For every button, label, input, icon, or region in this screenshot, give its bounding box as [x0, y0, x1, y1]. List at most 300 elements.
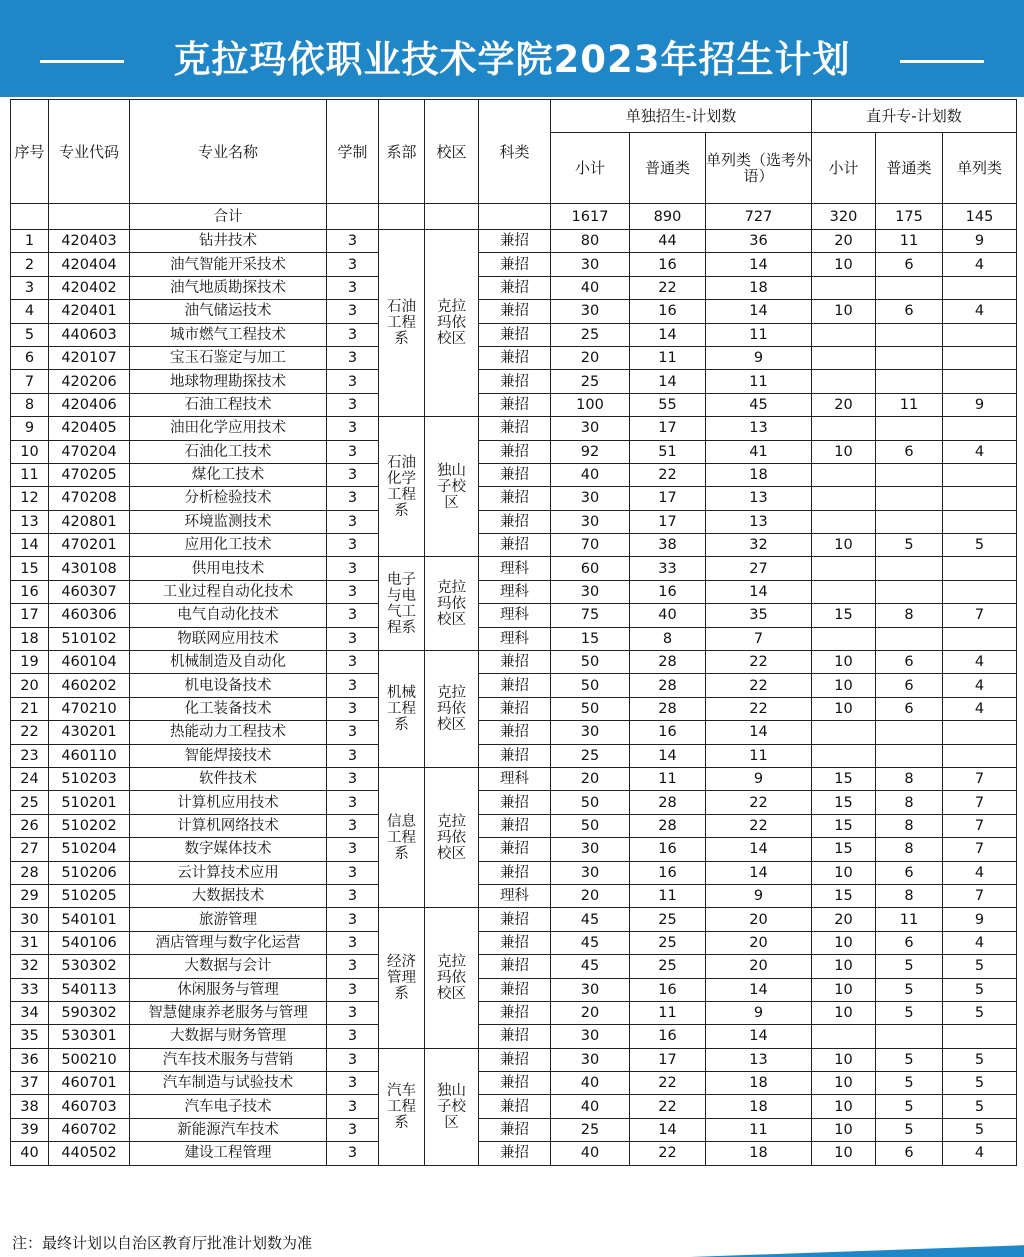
header-direct-regular: 普通类 [876, 133, 943, 204]
cell-d-list: 7 [943, 838, 1017, 861]
cell-category: 兼招 [479, 346, 551, 369]
table-row [11, 300, 1017, 323]
cell-code: 540106 [49, 931, 130, 954]
cell-d-reg: 5 [876, 1095, 943, 1118]
cell-category: 理科 [479, 884, 551, 907]
cell-d-sub: 10 [812, 674, 876, 697]
cell-s-reg: 16 [630, 861, 706, 884]
cell-d-list [943, 744, 1017, 767]
table-row [11, 580, 1017, 603]
cell-s-reg: 14 [630, 1118, 706, 1141]
cell-d-list: 5 [943, 1095, 1017, 1118]
header-dept: 系部 [379, 100, 425, 204]
cell-d-reg: 6 [876, 440, 943, 463]
table-row [11, 978, 1017, 1001]
table-row [11, 955, 1017, 978]
campus-cell: 克拉 玛依 校区 [425, 651, 479, 768]
cell-s-list: 32 [706, 534, 812, 557]
cell-category: 兼招 [479, 1048, 551, 1071]
cell-seq: 3 [11, 276, 49, 299]
cell-seq: 32 [11, 955, 49, 978]
table-row [11, 1142, 1017, 1165]
cell-name: 供用电技术 [130, 557, 327, 580]
table-row [11, 884, 1017, 907]
cell-s-sub: 25 [551, 370, 630, 393]
cell-duration: 3 [327, 838, 379, 861]
cell-name: 城市燃气工程技术 [130, 323, 327, 346]
cell-duration: 3 [327, 791, 379, 814]
cell-d-list: 9 [943, 230, 1017, 253]
cell-s-reg: 17 [630, 1048, 706, 1071]
cell-d-reg: 5 [876, 955, 943, 978]
cell-category: 兼招 [479, 1142, 551, 1165]
cell-s-sub: 20 [551, 884, 630, 907]
table-row [11, 1095, 1017, 1118]
table-row [11, 370, 1017, 393]
cell-s-list: 11 [706, 1118, 812, 1141]
cell-seq: 16 [11, 580, 49, 603]
dept-cell: 电子 与电 气工 程系 [379, 557, 425, 651]
cell-seq: 12 [11, 487, 49, 510]
table-row [11, 557, 1017, 580]
cell-code: 420406 [49, 393, 130, 416]
cell-name: 地球物理勘探技术 [130, 370, 327, 393]
cell-code: 460104 [49, 651, 130, 674]
cell-name: 旅游管理 [130, 908, 327, 931]
cell-s-sub: 40 [551, 1142, 630, 1165]
cell-duration: 3 [327, 253, 379, 276]
cell-d-sub [812, 276, 876, 299]
cell-d-sub: 10 [812, 440, 876, 463]
cell-d-sub: 10 [812, 300, 876, 323]
cell-d-sub [812, 721, 876, 744]
cell-s-list: 14 [706, 300, 812, 323]
table-row [11, 1001, 1017, 1024]
cell-d-list: 5 [943, 1118, 1017, 1141]
cell-s-reg: 25 [630, 931, 706, 954]
cell-s-reg: 16 [630, 253, 706, 276]
cell-d-list: 7 [943, 884, 1017, 907]
cell-duration: 3 [327, 627, 379, 650]
cell-s-reg: 22 [630, 1142, 706, 1165]
cell-name: 汽车技术服务与营销 [130, 1048, 327, 1071]
cell-d-list: 5 [943, 1001, 1017, 1024]
cell-category: 兼招 [479, 814, 551, 837]
cell-category: 兼招 [479, 1025, 551, 1048]
cell-s-sub: 50 [551, 814, 630, 837]
cell-d-list: 7 [943, 814, 1017, 837]
cell-code: 460307 [49, 580, 130, 603]
cell-name: 计算机网络技术 [130, 814, 327, 837]
cell-duration: 3 [327, 1048, 379, 1071]
cell-s-list: 18 [706, 276, 812, 299]
cell-s-reg: 14 [630, 323, 706, 346]
cell-s-reg: 17 [630, 510, 706, 533]
cell-duration: 3 [327, 487, 379, 510]
cell-d-reg [876, 627, 943, 650]
cell-category: 兼招 [479, 1072, 551, 1095]
cell-category: 兼招 [479, 487, 551, 510]
total-empty [425, 204, 479, 230]
table-row [11, 440, 1017, 463]
cell-d-reg: 6 [876, 931, 943, 954]
cell-d-reg: 5 [876, 534, 943, 557]
cell-duration: 3 [327, 1025, 379, 1048]
cell-d-reg [876, 510, 943, 533]
cell-seq: 22 [11, 721, 49, 744]
cell-seq: 33 [11, 978, 49, 1001]
cell-category: 理科 [479, 767, 551, 790]
cell-code: 420801 [49, 510, 130, 533]
cell-code: 420404 [49, 253, 130, 276]
cell-d-reg [876, 1025, 943, 1048]
cell-s-sub: 100 [551, 393, 630, 416]
header-seq: 序号 [11, 100, 49, 204]
header-duration: 学制 [327, 100, 379, 204]
cell-duration: 3 [327, 510, 379, 533]
dept-cell: 石油 化学 工程 系 [379, 417, 425, 557]
campus-cell: 克拉 玛依 校区 [425, 557, 479, 651]
cell-d-sub: 10 [812, 955, 876, 978]
cell-d-list [943, 721, 1017, 744]
cell-code: 510201 [49, 791, 130, 814]
cell-code: 540101 [49, 908, 130, 931]
table-row [11, 1072, 1017, 1095]
cell-name: 工业过程自动化技术 [130, 580, 327, 603]
cell-s-list: 22 [706, 674, 812, 697]
cell-category: 兼招 [479, 393, 551, 416]
cell-seq: 1 [11, 230, 49, 253]
cell-d-sub: 10 [812, 1072, 876, 1095]
cell-category: 兼招 [479, 370, 551, 393]
cell-s-list: 14 [706, 861, 812, 884]
cell-name: 应用化工技术 [130, 534, 327, 557]
cell-d-reg [876, 370, 943, 393]
total-label: 合计 [130, 204, 327, 230]
cell-s-reg: 16 [630, 300, 706, 323]
cell-duration: 3 [327, 955, 379, 978]
cell-d-reg: 6 [876, 651, 943, 674]
cell-s-sub: 30 [551, 253, 630, 276]
cell-name: 油田化学应用技术 [130, 417, 327, 440]
cell-duration: 3 [327, 557, 379, 580]
cell-name: 建设工程管理 [130, 1142, 327, 1165]
cell-d-reg: 8 [876, 814, 943, 837]
cell-d-list [943, 557, 1017, 580]
cell-d-reg: 5 [876, 978, 943, 1001]
cell-d-sub: 10 [812, 861, 876, 884]
cell-d-reg [876, 346, 943, 369]
cell-s-sub: 30 [551, 978, 630, 1001]
cell-seq: 23 [11, 744, 49, 767]
cell-code: 460701 [49, 1072, 130, 1095]
cell-category: 兼招 [479, 230, 551, 253]
cell-d-list [943, 510, 1017, 533]
cell-s-sub: 30 [551, 861, 630, 884]
cell-code: 420405 [49, 417, 130, 440]
cell-category: 兼招 [479, 534, 551, 557]
cell-d-list [943, 487, 1017, 510]
cell-category: 兼招 [479, 1095, 551, 1118]
cell-category: 兼招 [479, 323, 551, 346]
cell-code: 470204 [49, 440, 130, 463]
cell-d-list: 4 [943, 300, 1017, 323]
cell-d-list: 5 [943, 1072, 1017, 1095]
cell-d-list: 4 [943, 861, 1017, 884]
cell-s-sub: 30 [551, 1048, 630, 1071]
cell-d-sub [812, 417, 876, 440]
cell-duration: 3 [327, 884, 379, 907]
cell-duration: 3 [327, 814, 379, 837]
cell-seq: 36 [11, 1048, 49, 1071]
cell-s-list: 18 [706, 1095, 812, 1118]
cell-d-reg: 8 [876, 838, 943, 861]
cell-name: 机电设备技术 [130, 674, 327, 697]
cell-category: 兼招 [479, 463, 551, 486]
cell-s-sub: 45 [551, 931, 630, 954]
cell-s-reg: 11 [630, 884, 706, 907]
table-row [11, 651, 1017, 674]
cell-d-reg: 6 [876, 1142, 943, 1165]
table-row [11, 908, 1017, 931]
cell-d-list [943, 370, 1017, 393]
cell-s-reg: 22 [630, 276, 706, 299]
cell-s-reg: 17 [630, 487, 706, 510]
cell-d-sub: 10 [812, 534, 876, 557]
cell-category: 理科 [479, 580, 551, 603]
cell-s-reg: 25 [630, 955, 706, 978]
cell-s-sub: 40 [551, 463, 630, 486]
cell-category: 兼招 [479, 651, 551, 674]
cell-s-reg: 16 [630, 1025, 706, 1048]
cell-s-list: 9 [706, 884, 812, 907]
cell-s-list: 11 [706, 370, 812, 393]
cell-code: 510202 [49, 814, 130, 837]
cell-code: 510203 [49, 767, 130, 790]
cell-s-sub: 45 [551, 955, 630, 978]
cell-seq: 5 [11, 323, 49, 346]
cell-s-reg: 8 [630, 627, 706, 650]
cell-code: 590302 [49, 1001, 130, 1024]
cell-d-sub: 15 [812, 791, 876, 814]
dept-cell: 石油 工程 系 [379, 230, 425, 417]
cell-s-reg: 28 [630, 791, 706, 814]
cell-name: 机械制造及自动化 [130, 651, 327, 674]
cell-code: 460110 [49, 744, 130, 767]
cell-duration: 3 [327, 721, 379, 744]
header-single-subtotal: 小计 [551, 133, 630, 204]
cell-name: 计算机应用技术 [130, 791, 327, 814]
cell-s-list: 22 [706, 791, 812, 814]
cell-duration: 3 [327, 651, 379, 674]
cell-seq: 38 [11, 1095, 49, 1118]
cell-name: 大数据与财务管理 [130, 1025, 327, 1048]
header-single-list: 单列类（选考外语） [706, 133, 812, 204]
cell-duration: 3 [327, 978, 379, 1001]
total-direct-regular: 175 [876, 204, 943, 230]
cell-category: 兼招 [479, 300, 551, 323]
cell-name: 酒店管理与数字化运营 [130, 931, 327, 954]
cell-s-sub: 30 [551, 300, 630, 323]
cell-duration: 3 [327, 417, 379, 440]
cell-seq: 19 [11, 651, 49, 674]
header-campus: 校区 [425, 100, 479, 204]
cell-seq: 2 [11, 253, 49, 276]
cell-seq: 31 [11, 931, 49, 954]
header-direct-subtotal: 小计 [812, 133, 876, 204]
banner-decor-line-right [900, 60, 984, 63]
cell-d-sub: 10 [812, 697, 876, 720]
cell-s-sub: 25 [551, 1118, 630, 1141]
cell-code: 510102 [49, 627, 130, 650]
cell-s-list: 22 [706, 697, 812, 720]
cell-duration: 3 [327, 580, 379, 603]
total-direct-subtotal: 320 [812, 204, 876, 230]
cell-s-reg: 22 [630, 463, 706, 486]
cell-s-sub: 40 [551, 1072, 630, 1095]
cell-seq: 39 [11, 1118, 49, 1141]
cell-seq: 21 [11, 697, 49, 720]
enrollment-plan-table [10, 99, 1017, 1166]
table-row [11, 393, 1017, 416]
cell-name: 大数据与会计 [130, 955, 327, 978]
cell-seq: 11 [11, 463, 49, 486]
cell-s-reg: 11 [630, 346, 706, 369]
cell-d-sub [812, 370, 876, 393]
cell-s-reg: 17 [630, 417, 706, 440]
cell-d-sub: 10 [812, 1048, 876, 1071]
campus-cell: 克拉 玛依 校区 [425, 767, 479, 907]
cell-d-sub [812, 510, 876, 533]
table-row [11, 744, 1017, 767]
cell-d-list [943, 627, 1017, 650]
cell-seq: 9 [11, 417, 49, 440]
cell-s-reg: 16 [630, 978, 706, 1001]
cell-category: 兼招 [479, 931, 551, 954]
cell-name: 智慧健康养老服务与管理 [130, 1001, 327, 1024]
cell-s-list: 9 [706, 346, 812, 369]
table-row [11, 463, 1017, 486]
total-empty [479, 204, 551, 230]
cell-s-list: 9 [706, 1001, 812, 1024]
title-banner [0, 0, 1024, 97]
cell-d-reg [876, 721, 943, 744]
total-empty [379, 204, 425, 230]
cell-s-reg: 11 [630, 767, 706, 790]
cell-category: 兼招 [479, 908, 551, 931]
cell-s-list: 11 [706, 744, 812, 767]
table-row [11, 1025, 1017, 1048]
dept-cell: 汽车 工程 系 [379, 1048, 425, 1165]
cell-s-list: 18 [706, 463, 812, 486]
cell-seq: 34 [11, 1001, 49, 1024]
cell-s-sub: 30 [551, 580, 630, 603]
cell-name: 云计算技术应用 [130, 861, 327, 884]
cell-d-reg [876, 463, 943, 486]
cell-code: 420402 [49, 276, 130, 299]
cell-code: 510206 [49, 861, 130, 884]
cell-category: 兼招 [479, 440, 551, 463]
cell-d-list: 4 [943, 1142, 1017, 1165]
dept-cell: 信息 工程 系 [379, 767, 425, 907]
cell-s-list: 20 [706, 931, 812, 954]
cell-s-list: 13 [706, 1048, 812, 1071]
dept-cell: 经济 管理 系 [379, 908, 425, 1048]
cell-s-reg: 28 [630, 674, 706, 697]
cell-s-sub: 40 [551, 276, 630, 299]
campus-cell: 独山 子校 区 [425, 1048, 479, 1165]
cell-s-sub: 50 [551, 674, 630, 697]
cell-s-reg: 11 [630, 1001, 706, 1024]
cell-d-sub [812, 463, 876, 486]
cell-d-reg: 8 [876, 791, 943, 814]
cell-s-list: 18 [706, 1072, 812, 1095]
cell-d-reg [876, 744, 943, 767]
cell-seq: 10 [11, 440, 49, 463]
table-row [11, 767, 1017, 790]
table-row [11, 346, 1017, 369]
cell-d-list: 9 [943, 393, 1017, 416]
cell-code: 510204 [49, 838, 130, 861]
total-empty [49, 204, 130, 230]
cell-d-reg [876, 557, 943, 580]
cell-s-sub: 50 [551, 791, 630, 814]
cell-s-reg: 28 [630, 814, 706, 837]
cell-duration: 3 [327, 674, 379, 697]
cell-s-reg: 44 [630, 230, 706, 253]
cell-d-list [943, 346, 1017, 369]
cell-category: 兼招 [479, 1001, 551, 1024]
cell-s-reg: 38 [630, 534, 706, 557]
cell-s-sub: 25 [551, 744, 630, 767]
table-row [11, 1048, 1017, 1071]
page-title: 克拉玛依职业技术学院2023年招生计划 [173, 38, 851, 81]
cell-duration: 3 [327, 300, 379, 323]
table-row [11, 1118, 1017, 1141]
cell-d-sub: 10 [812, 978, 876, 1001]
header-single-enrollment: 单独招生-计划数 [551, 100, 812, 133]
cell-code: 420107 [49, 346, 130, 369]
cell-category: 理科 [479, 604, 551, 627]
cell-d-reg [876, 417, 943, 440]
cell-s-sub: 80 [551, 230, 630, 253]
cell-seq: 27 [11, 838, 49, 861]
table-row [11, 323, 1017, 346]
cell-seq: 37 [11, 1072, 49, 1095]
cell-duration: 3 [327, 230, 379, 253]
cell-category: 兼招 [479, 510, 551, 533]
cell-d-sub [812, 580, 876, 603]
cell-category: 兼招 [479, 955, 551, 978]
cell-s-reg: 14 [630, 370, 706, 393]
cell-code: 530301 [49, 1025, 130, 1048]
table-row [11, 534, 1017, 557]
cell-name: 智能焊接技术 [130, 744, 327, 767]
cell-s-list: 22 [706, 814, 812, 837]
cell-d-reg [876, 276, 943, 299]
cell-s-reg: 28 [630, 651, 706, 674]
cell-category: 兼招 [479, 744, 551, 767]
cell-d-list: 4 [943, 931, 1017, 954]
table-row [11, 721, 1017, 744]
cell-s-list: 13 [706, 510, 812, 533]
cell-d-sub [812, 627, 876, 650]
cell-name: 数字媒体技术 [130, 838, 327, 861]
cell-seq: 13 [11, 510, 49, 533]
cell-name: 化工装备技术 [130, 697, 327, 720]
cell-name: 分析检验技术 [130, 487, 327, 510]
cell-duration: 3 [327, 1118, 379, 1141]
